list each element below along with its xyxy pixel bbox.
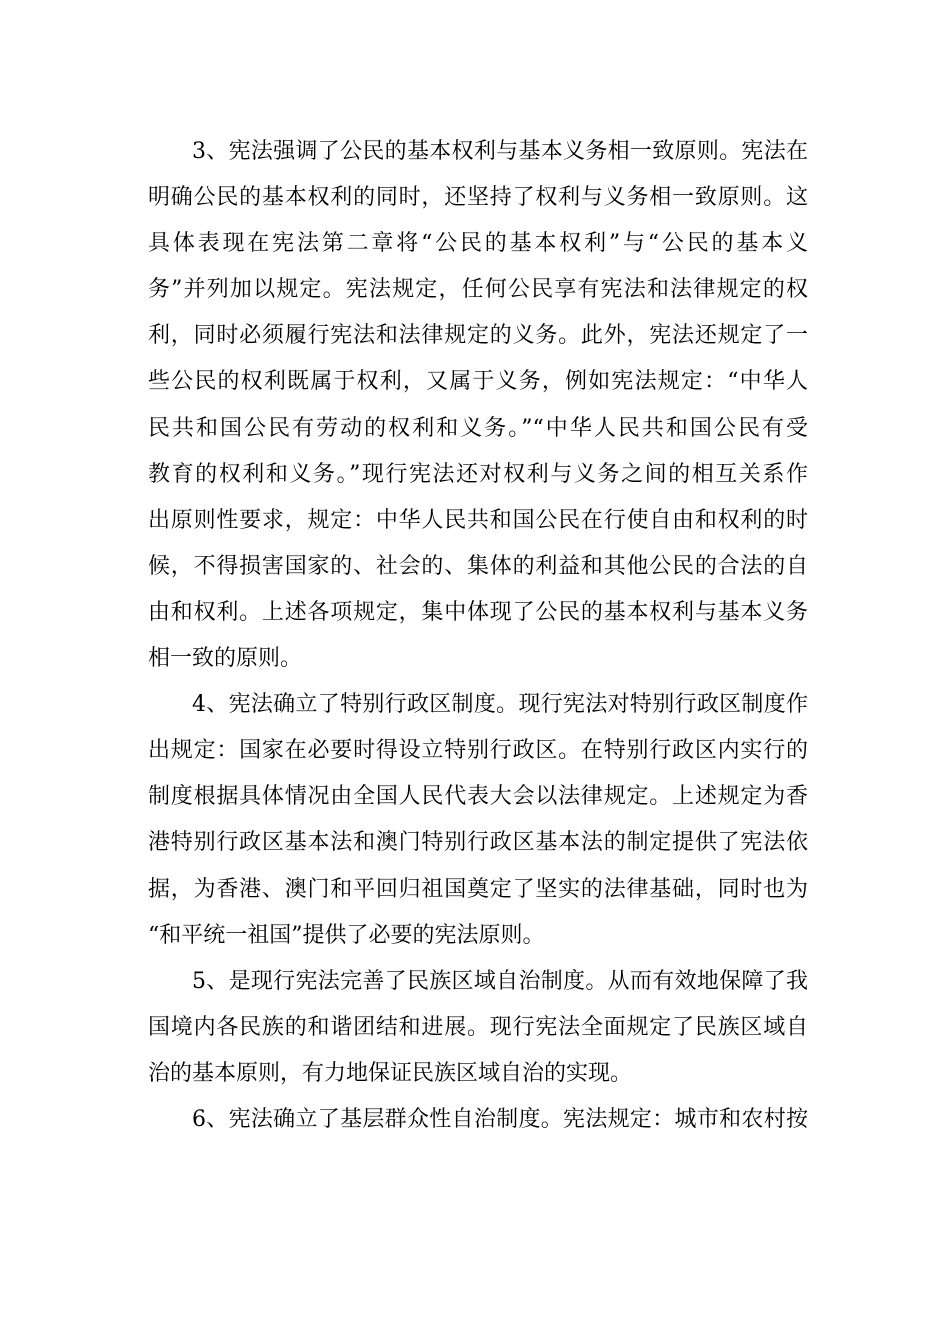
text-line: 治的基本原则，有力地保证民族区域自治的实现。 (148, 1060, 633, 1086)
text-line: 据，为香港、澳门和平回归祖国奠定了坚实的法律基础，同时也为 (148, 876, 808, 902)
text-line: 民共和国公民有劳动的权利和义务。”“中华人民共和国公民有受 (148, 415, 808, 441)
text-line: 明确公民的基本权利的同时，还坚持了权利与义务相一致原则。这 (148, 185, 808, 211)
text-line: 国境内各民族的和谐团结和进展。现行宪法全面规定了民族区域自 (148, 1014, 808, 1040)
text-line: 相一致的原则。 (148, 646, 303, 672)
text-line: 港特别行政区基本法和澳门特别行政区基本法的制定提供了宪法依 (148, 830, 808, 856)
text-line: 务”并列加以规定。宪法规定，任何公民享有宪法和法律规定的权 (148, 277, 808, 303)
paragraph-regional-autonomy (148, 959, 808, 1097)
paragraph-grassroots-autonomy (148, 1097, 808, 1143)
paragraph-special-admin-region (148, 682, 808, 959)
text-line: 教育的权利和义务。”现行宪法还对权利与义务之间的相互关系作 (148, 461, 808, 487)
text-line: 3、宪法强调了公民的基本权利与基本义务相一致原则。宪法在 (192, 139, 808, 164)
text-line: 利，同时必须履行宪法和法律规定的义务。此外，宪法还规定了一 (148, 323, 808, 349)
paragraph-rights-duties (148, 129, 808, 682)
text-line: “和平统一祖国”提供了必要的宪法原则。 (148, 922, 545, 948)
document-body (148, 129, 808, 1143)
text-line: 5、是现行宪法完善了民族区域自治制度。从而有效地保障了我 (192, 968, 808, 994)
text-line: 出原则性要求，规定：中华人民共和国公民在行使自由和权利的时 (148, 507, 808, 533)
text-line: 6、宪法确立了基层群众性自治制度。宪法规定：城市和农村按 (192, 1106, 808, 1132)
text-line: 候，不得损害国家的、社会的、集体的利益和其他公民的合法的自 (148, 553, 808, 579)
text-line: 出规定：国家在必要时得设立特别行政区。在特别行政区内实行的 (148, 738, 808, 764)
text-line: 制度根据具体情况由全国人民代表大会以法律规定。上述规定为香 (148, 784, 808, 810)
text-line: 些公民的权利既属于权利，又属于义务，例如宪法规定：“中华人 (148, 369, 808, 395)
text-line: 4、宪法确立了特别行政区制度。现行宪法对特别行政区制度作 (192, 692, 808, 718)
text-line: 具体表现在宪法第二章将“公民的基本权利”与“公民的基本义 (148, 231, 808, 257)
text-line: 由和权利。上述各项规定，集中体现了公民的基本权利与基本义务 (148, 599, 808, 625)
